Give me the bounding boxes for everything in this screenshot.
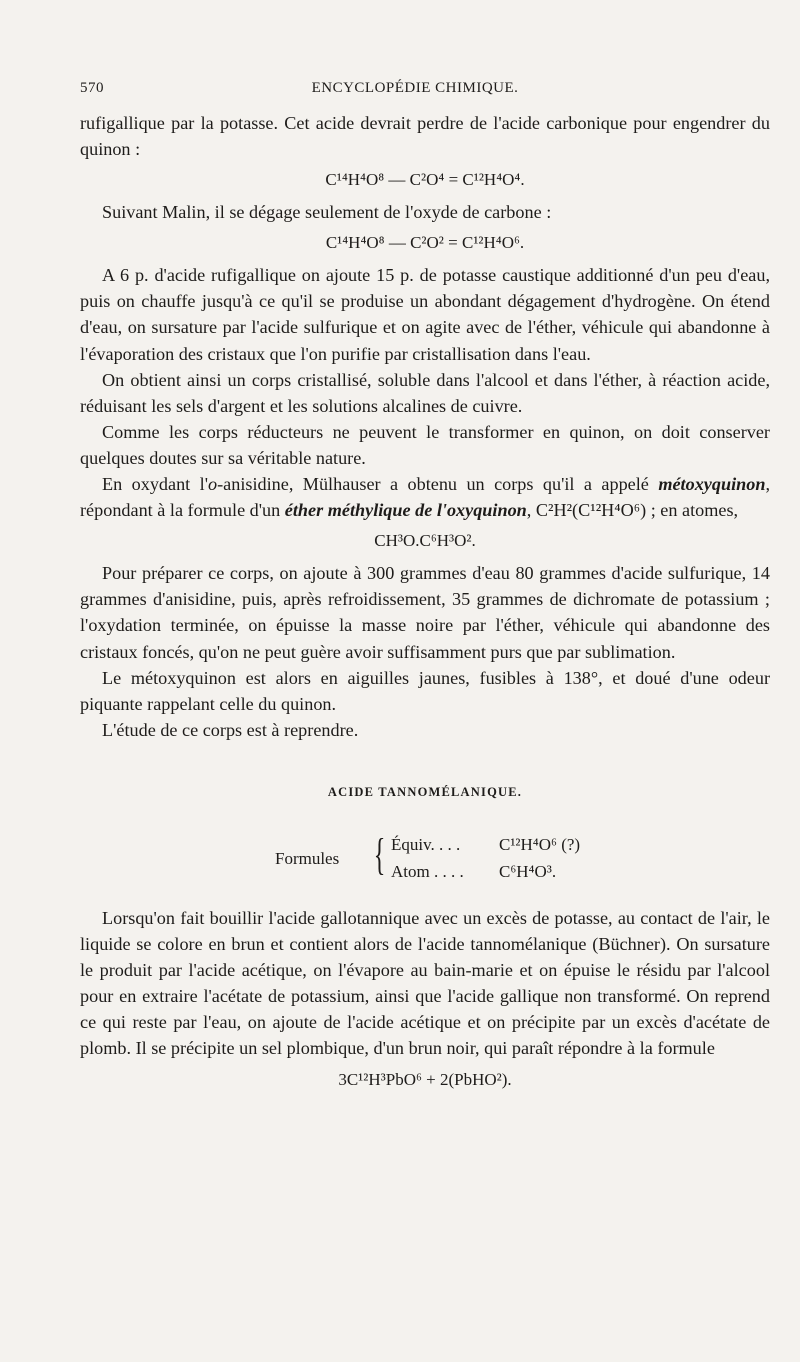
running-header: [80, 80, 750, 102]
formula: C¹⁴H⁴O⁸ — C²O⁴ = C¹²H⁴O⁴.: [325, 170, 525, 190]
paragraph: [80, 471, 770, 523]
section-title: ACIDE TANNOMÉLANIQUE.: [327, 784, 523, 799]
paragraph: Suivant Malin, il se dégage seulement de l'oxyde de carbone :: [102, 202, 552, 223]
formulas-table: [80, 827, 770, 891]
italic-prefix: o: [208, 474, 218, 495]
page-body: [80, 110, 770, 1099]
formula: CH³O.C⁶H³O².: [374, 531, 476, 551]
paragraph: On obtient ainsi un corps cristallisé, soluble dans l'alcool et dans l'éther, à réaction acide, réduisant les sels d'argent et les solutions alcalines de cuivre.: [80, 369, 770, 416]
text-run: , C²H²(C¹²H⁴O⁶) ; en atomes,: [526, 500, 739, 521]
page-number: 570: [80, 80, 104, 96]
formula: C¹⁴H⁴O⁸ — C²O² = C¹²H⁴O⁶.: [325, 233, 525, 253]
row-value: C⁶H⁴O³.: [499, 861, 557, 881]
paragraph: Lorsqu'on fait bouillir l'acide gallotannique avec un excès de potasse, au contact de l'air, le liquide se colore en brun et contient alors de l'acide tannomélanique (Büchner). On sursature le produit par l'acide acétique, on l'évapore au bain-marie et on épuise le résidu par l'alcool pour en extraire l'acétate de potassium, ainsi que l'acide gallique non transformé. On reprend ce qui reste par l'eau, on ajoute de l'acide acétique et on précipite par un excès d'acétate de plomb. Il se précipite un sel plombique, d'un brun noir, qui paraît répondre à la formule: [80, 907, 770, 1059]
formula: 3C¹²H³PbO⁶ + 2(PbHO²).: [338, 1069, 512, 1089]
compound-description: éther méthylique de l'oxyquinon: [284, 500, 527, 521]
running-title: ENCYCLOPÉDIE CHIMIQUE.: [311, 80, 519, 96]
paragraph: rufigallique par la potasse. Cet acide devrait perdre de l'acide carbonique pour engendrer du quinon :: [80, 113, 770, 160]
text-run: , répondant à la formule d'un: [80, 474, 770, 521]
formula-row-atom: [391, 859, 651, 885]
row-value: C¹²H⁴O⁶ (?): [499, 834, 581, 854]
row-key: Équiv. . . .: [391, 834, 461, 854]
text-run: -anisidine, Mülhauser a obtenu un corps qu'il a appelé: [217, 474, 659, 495]
row-key: Atom . . . .: [391, 861, 464, 881]
paragraph: Pour préparer ce corps, on ajoute à 300 grammes d'eau 80 grammes d'acide sulfurique, 14 grammes d'anisidine, puis, après refroidissement, 35 grammes de dichromate de potassium ; l'oxydation terminée, on épuisse la masse noire par l'éther, véhicule qui abandonne des cristaux foncés, qu'on ne peut guère avoir suffisamment purs que par sublimation.: [80, 563, 770, 662]
paragraph: Comme les corps réducteurs ne peuvent le transformer en quinon, on doit conserver quelques doutes sur sa véritable nature.: [80, 421, 770, 468]
compound-name: métoxyquinon: [658, 474, 766, 495]
paragraph: A 6 p. d'acide rufigallique on ajoute 15 p. de potasse caustique additionné d'un peu d'eau, puis on chauffe jusqu'à ce qu'il se produise un abondant dégagement d'hydrogène. On étend d'eau, on sursature par l'acide sulfurique et on agite avec de l'éther, véhicule qui abandonne à l'évaporation des cristaux que l'on purifie par cristallisation dans l'eau.: [80, 265, 770, 364]
paragraph: Le métoxyquinon est alors en aiguilles jaunes, fusibles à 138°, et doué d'une odeur piquante rappelant celle du quinon.: [80, 667, 770, 714]
brace: {: [373, 829, 386, 879]
formulas-label: Formules: [275, 848, 340, 868]
formula-row-equiv: [391, 832, 651, 858]
paragraph: L'étude de ce corps est à reprendre.: [102, 719, 359, 740]
text-run: En oxydant l': [102, 474, 208, 495]
